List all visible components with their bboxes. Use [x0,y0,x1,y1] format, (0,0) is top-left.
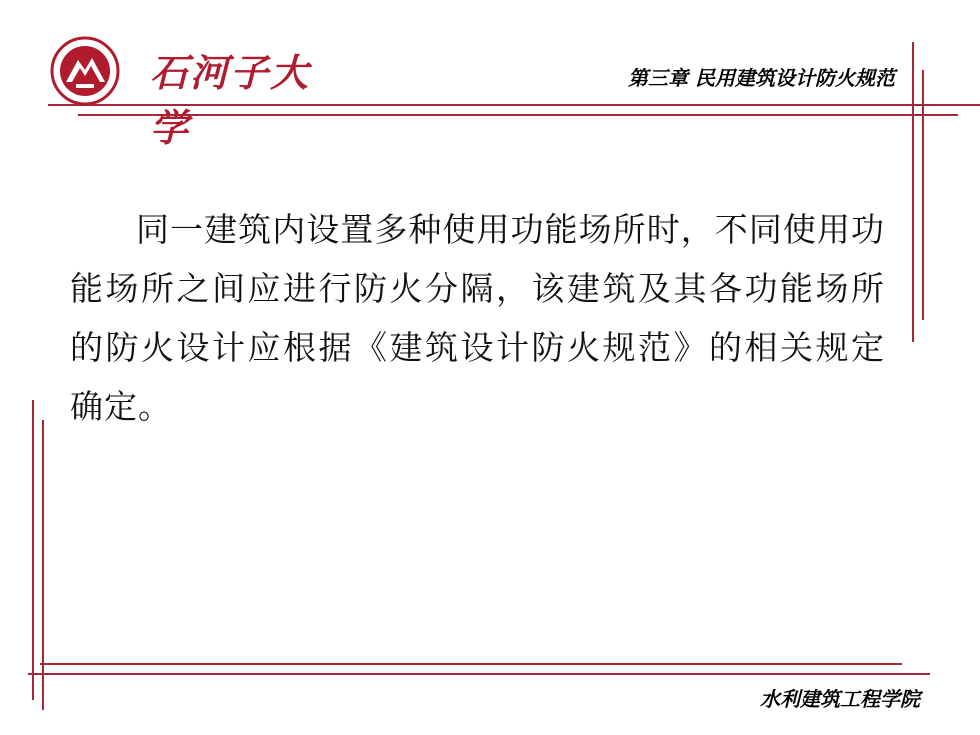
university-seal-icon [50,36,120,106]
left-vertical-rule-outer [32,400,34,700]
university-logo [50,36,340,150]
main-paragraph: 同一建筑内设置多种使用功能场所时，不同使用功能场所之间应进行防火分隔，该建筑及其各功能场所的防火设计应根据《建筑设计防火规范》的相关规定确定。 [70,210,885,426]
right-vertical-rule-outer [912,42,914,342]
institute-name: 水利建筑工程学院 [760,687,920,711]
footer-rule-top [40,663,902,665]
footer-rule-bottom [28,673,930,675]
chapter-title: 第三章 民用建筑设计防火规范 [628,66,895,90]
right-vertical-rule-inner [922,70,924,320]
left-vertical-rule-inner [42,420,44,710]
university-name: 石河子大学 [150,50,311,150]
